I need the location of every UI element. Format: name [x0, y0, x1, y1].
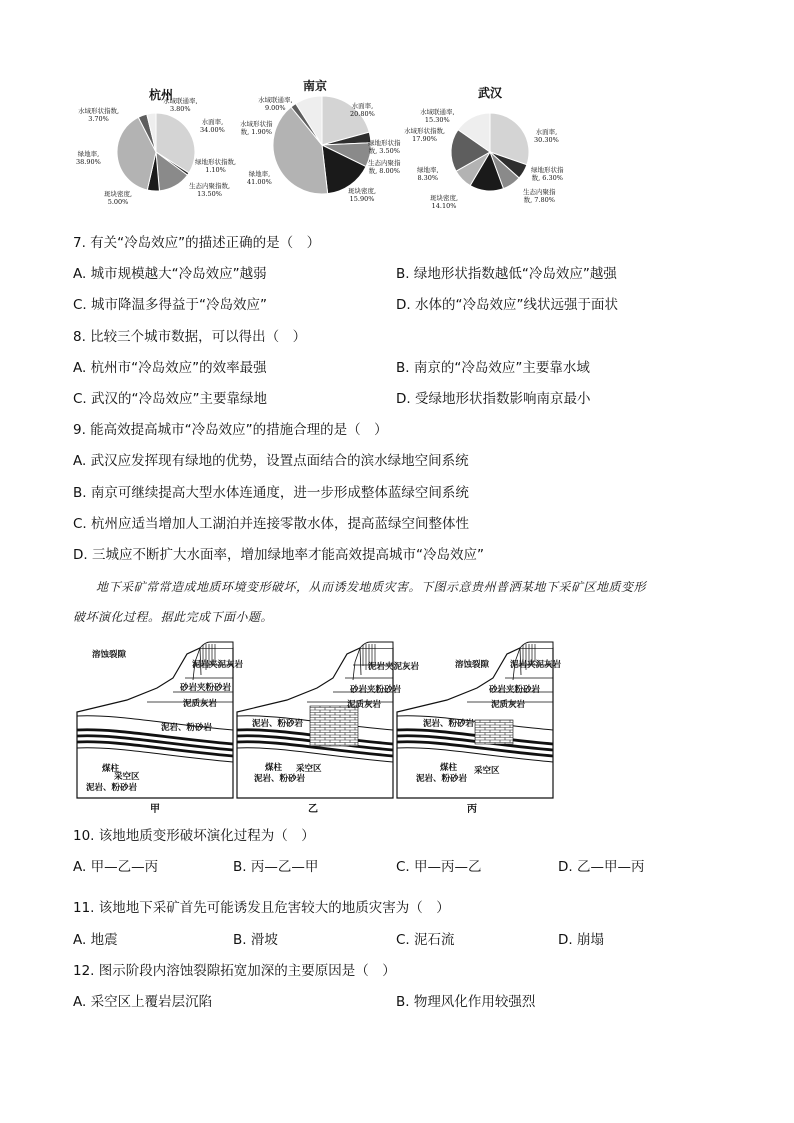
- label-nifen-lower: 泥岩、粉砂岩: [86, 783, 138, 793]
- option-10c[interactable]: C. 甲—丙—乙: [396, 859, 482, 875]
- question-11-stem: 11. 该地地下采矿首先可能诱发且危害较大的地质灾害为（ ）: [73, 900, 450, 916]
- option-7b[interactable]: B. 绿地形状指数越低“冷岛效应”越强: [396, 266, 617, 282]
- pie-label: 生态内聚指 数, 7.80%: [523, 188, 556, 204]
- pie-label: 绿地形状指 数, 3.50%: [368, 139, 401, 155]
- pie-label: 斑块密度, 14.10%: [430, 194, 459, 210]
- pie-label: 水域联通率, 9.00%: [258, 96, 293, 112]
- question-10-stem: 10. 该地地质变形破坏演化过程为（ ）: [73, 828, 315, 844]
- label-nifen: 泥岩、粉砂岩: [161, 723, 213, 733]
- label-meizhu: 煤柱: [102, 764, 120, 774]
- pie-label: 斑块密度, 15.90%: [348, 187, 377, 203]
- option-10d[interactable]: D. 乙—甲—丙: [558, 859, 645, 875]
- option-7d[interactable]: D. 水体的“冷岛效应”线状远强于面状: [396, 297, 618, 313]
- label-shajia: 砂岩夹粉砂岩: [489, 685, 541, 695]
- pie-label: 绿地率, 38.90%: [76, 150, 101, 166]
- pie-label: 绿地率, 8.30%: [417, 166, 439, 182]
- question-7-stem: 7. 有关“冷岛效应”的描述正确的是（ ）: [73, 235, 321, 251]
- option-8c[interactable]: C. 武汉的“冷岛效应”主要靠绿地: [73, 391, 267, 407]
- pie-label: 绿地形状指 数, 6.30%: [531, 166, 564, 182]
- option-9a[interactable]: A. 武汉应发挥现有绿地的优势，设置点面结合的滨水绿地空间系统: [73, 453, 469, 469]
- passage-intro-line1: 地下采矿常常造成地质环境变形破坏，从而诱发地质灾害。下图示意贵州普洒某地下采矿区地质变形: [96, 580, 647, 594]
- pie-label: 斑块密度, 5.00%: [104, 190, 133, 206]
- pie-label: 水域联通率, 15.30%: [420, 108, 455, 124]
- option-7c[interactable]: C. 城市降温多得益于“冷岛效应”: [73, 297, 267, 313]
- label-meizhu: 煤柱: [265, 763, 283, 773]
- pie-label: 水面率, 20.80%: [350, 102, 375, 118]
- panel-label-jia: 甲: [150, 804, 160, 815]
- pie-label: 绿地形状指数, 1.10%: [195, 158, 237, 174]
- panel-label-yi: 乙: [308, 804, 318, 815]
- label-nifen-lower: 泥岩、粉砂岩: [416, 774, 468, 784]
- label-caikong: 采空区: [474, 766, 500, 776]
- label-shajia: 砂岩夹粉砂岩: [350, 685, 402, 695]
- chart-title-nanjing: 南京: [303, 79, 328, 93]
- option-8b[interactable]: B. 南京的“冷岛效应”主要靠水域: [396, 360, 590, 376]
- option-10b[interactable]: B. 丙—乙—甲: [233, 859, 319, 875]
- label-meizhu: 煤柱: [440, 763, 458, 773]
- option-7a[interactable]: A. 城市规模越大“冷岛效应”越弱: [73, 266, 267, 282]
- label-rongshi: 溶蚀裂隙: [455, 660, 490, 670]
- label-nizhi: 泥质灰岩: [347, 700, 382, 710]
- label-caikong: 采空区: [114, 772, 140, 782]
- option-8a[interactable]: A. 杭州市“冷岛效应”的效率最强: [73, 360, 267, 376]
- pie-label: 绿地率, 41.00%: [247, 170, 272, 186]
- option-8d[interactable]: D. 受绿地形状指数影响南京最小: [396, 391, 591, 407]
- option-10a[interactable]: A. 甲—乙—丙: [73, 859, 159, 875]
- option-11d[interactable]: D. 崩塌: [558, 932, 604, 948]
- panel-label-bing: 丙: [467, 804, 477, 815]
- option-12a[interactable]: A. 采空区上覆岩层沉陷: [73, 994, 213, 1010]
- pie-label: 水域形状指数, 3.70%: [78, 107, 120, 123]
- option-9b[interactable]: B. 南京可继续提高大型水体连通度，进一步形成整体蓝绿空间系统: [73, 485, 469, 501]
- pie-chart-hangzhou: [116, 112, 196, 192]
- passage-intro-line2: 破坏演化过程。据此完成下面小题。: [73, 610, 274, 624]
- label-shajia: 砂岩夹粉砂岩: [180, 683, 232, 693]
- label-nizhi: 泥质灰岩: [183, 699, 218, 709]
- label-nijia: 泥岩夹泥灰岩: [192, 660, 244, 670]
- pie-label: 生态内聚指 数, 8.00%: [368, 159, 401, 175]
- pie-label: 生态内聚指数, 13.50%: [189, 182, 231, 198]
- label-nijia: 泥岩夹泥灰岩: [368, 662, 420, 672]
- label-nijia: 泥岩夹泥灰岩: [510, 660, 562, 670]
- chart-title-wuhan: 武汉: [478, 86, 503, 100]
- option-9d[interactable]: D. 三城应不断扩大水面率，增加绿地率才能高效提高城市“冷岛效应”: [73, 547, 484, 563]
- pie-label: 水面率, 30.30%: [534, 128, 559, 144]
- pie-chart-wuhan: [450, 112, 530, 192]
- option-9c[interactable]: C. 杭州应适当增加人工湖泊并连接零散水体，提高蓝绿空间整体性: [73, 516, 470, 532]
- option-11c[interactable]: C. 泥石流: [396, 932, 455, 948]
- chart-title-hangzhou: 杭州: [149, 88, 174, 102]
- pie-label: 水域形状指数, 17.90%: [404, 127, 446, 143]
- option-11b[interactable]: B. 滑坡: [233, 932, 278, 948]
- question-12-stem: 12. 图示阶段内溶蚀裂隙拓宽加深的主要原因是（ ）: [73, 963, 396, 979]
- pie-label: 水面率, 34.00%: [200, 118, 225, 134]
- question-9-stem: 9. 能高效提高城市“冷岛效应”的措施合理的是（ ）: [73, 422, 388, 438]
- pie-label: 水域形状指 数, 1.90%: [240, 120, 273, 136]
- option-12b[interactable]: B. 物理风化作用较强烈: [396, 994, 536, 1010]
- label-nizhi: 泥质灰岩: [491, 700, 526, 710]
- option-11a[interactable]: A. 地震: [73, 932, 118, 948]
- label-rongshi: 溶蚀裂隙: [92, 650, 127, 660]
- label-nifen: 泥岩、粉砂岩: [252, 719, 304, 729]
- label-nifen: 泥岩、粉砂岩: [423, 719, 475, 729]
- pie-label: 水域联通率, 3.80%: [163, 97, 198, 113]
- label-nifen-lower: 泥岩、粉砂岩: [254, 774, 306, 784]
- question-8-stem: 8. 比较三个城市数据，可以得出（ ）: [73, 329, 307, 345]
- label-caikong: 采空区: [296, 764, 322, 774]
